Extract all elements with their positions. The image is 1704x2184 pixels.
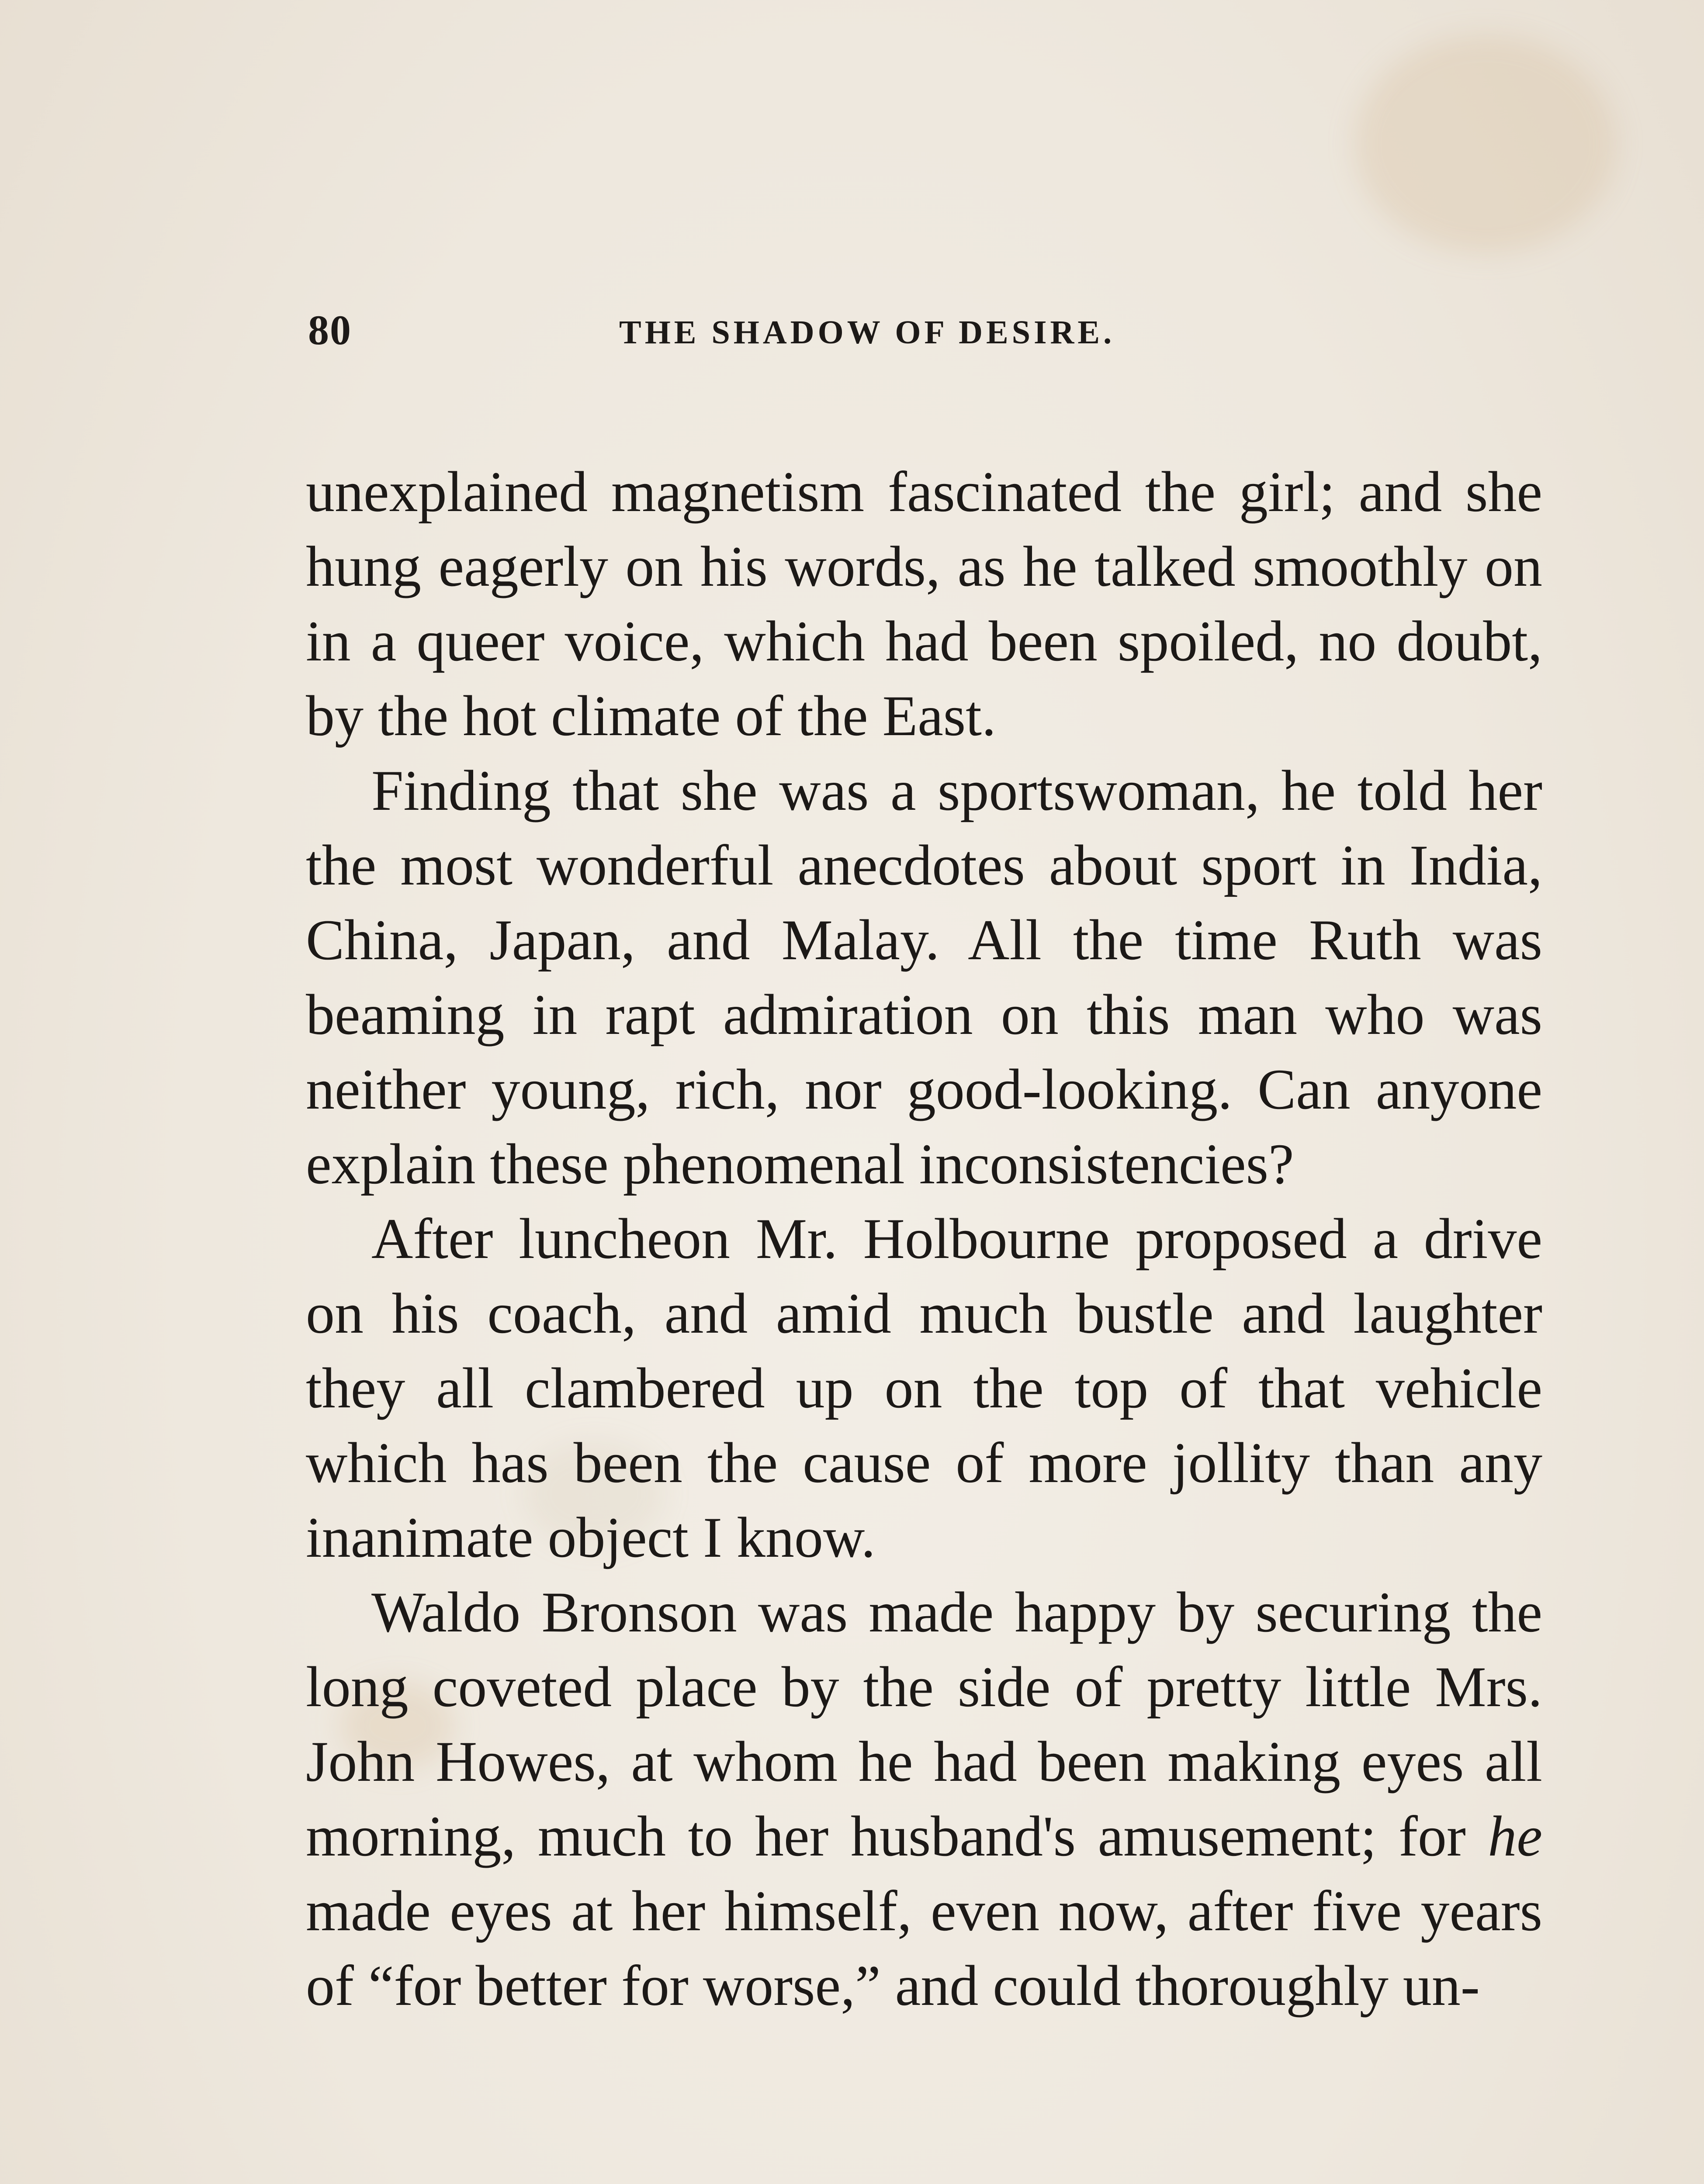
body-text [306,454,1542,2023]
page-header [308,306,1545,376]
paragraph [306,1575,1542,2023]
emphasized-word: he [1488,1804,1542,1868]
paper-stain [1354,35,1617,253]
paragraph: unexplained magnetism fascinated the girl; and she hung eagerly on his words, as he talked smoothly on in a queer voice, which had been spoiled, no doubt, by the hot climate of the East. [306,460,1542,748]
paragraph-text: Waldo Bronson was made happy by securing the long coveted place by the side of pretty little Mrs. John Howes, at whom he had been making eyes all morning, much to her husband's amusement; for [306,1580,1542,1868]
running-head: THE SHADOW OF DESIRE. [619,314,1115,351]
paragraph: Finding that she was a sportswoman, he told her the most wonderful anecdotes about sport in India, China, Japan, and Malay. All the time Ruth was beaming in rapt admiration on this man who was neither young, rich, nor good-looking. Can anyone explain these phenomenal inconsistencies? [306,758,1542,1196]
paragraph: After luncheon Mr. Holbourne proposed a drive on his coach, and amid much bustle and laughter they all clambered up on the top of that vehicle which has been the cause of more jollity than any inanimate object I know. [306,1206,1542,1569]
paragraph-text: made eyes at her himself, even now, after five years of “for better for worse,” and could thoroughly un- [306,1879,1542,2018]
page-number: 80 [308,307,352,353]
